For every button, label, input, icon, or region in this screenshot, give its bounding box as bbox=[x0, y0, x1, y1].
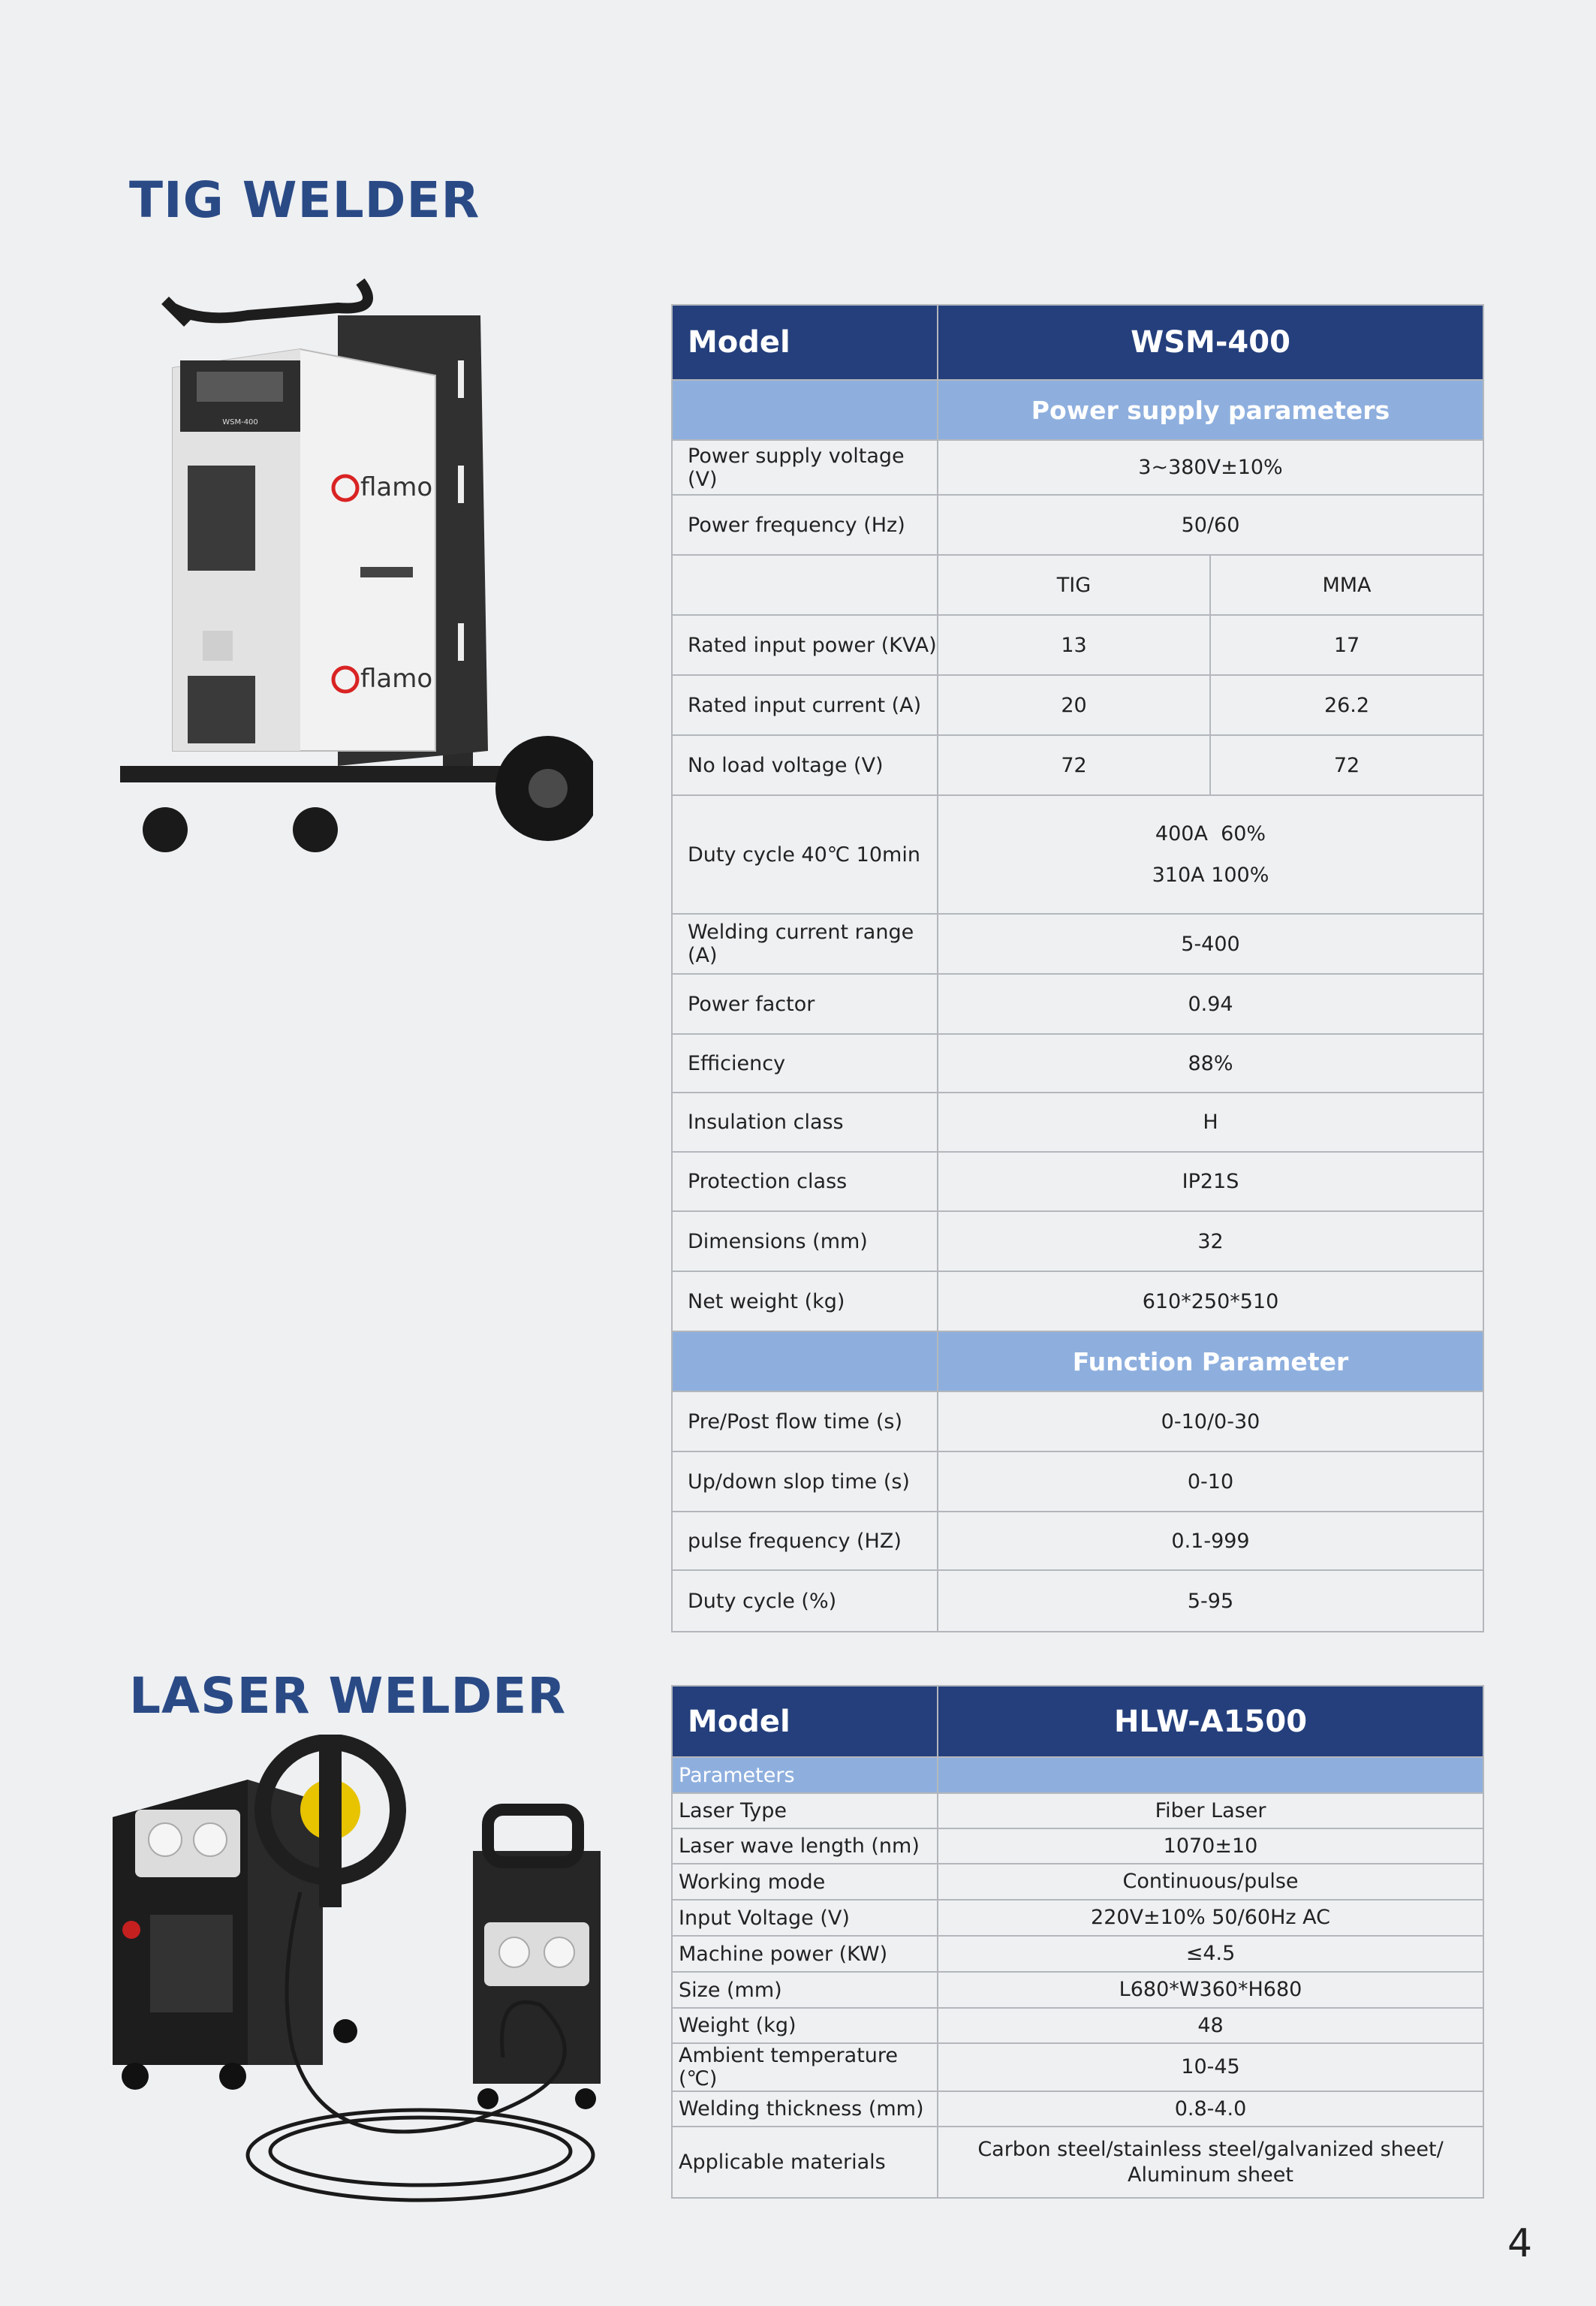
mode-tig-header: TIG bbox=[938, 555, 1210, 615]
row-value: 32 bbox=[938, 1211, 1483, 1271]
row-label: Weight (kg) bbox=[672, 2008, 938, 2043]
row-value: 0.8-4.0 bbox=[938, 2091, 1483, 2127]
table-row bbox=[672, 615, 1483, 675]
row-label: Protection class bbox=[672, 1152, 938, 1211]
tig-function-section-row bbox=[672, 1331, 1483, 1391]
row-label: Pre/Post flow time (s) bbox=[672, 1391, 938, 1451]
row-label: Size (mm) bbox=[672, 1972, 938, 2008]
panel-model-text: WSM-400 bbox=[222, 418, 258, 427]
tig-power-section-title: Power supply parameters bbox=[938, 380, 1483, 440]
row-value: 5-400 bbox=[938, 914, 1483, 974]
row-label: Applicable materials bbox=[672, 2127, 938, 2198]
duty-line-1: 400A 60% bbox=[1155, 822, 1266, 846]
table-row bbox=[672, 1936, 1483, 1972]
table-row bbox=[672, 675, 1483, 735]
table-row bbox=[672, 1828, 1483, 1864]
row-value: 220V±10% 50/60Hz AC bbox=[938, 1900, 1483, 1936]
row-value: 610*250*510 bbox=[938, 1271, 1483, 1331]
laser-spec-table bbox=[671, 1685, 1484, 2199]
row-label: Duty cycle (%) bbox=[672, 1570, 938, 1632]
laser-model-label: Model bbox=[672, 1686, 938, 1757]
row-value-mma: 72 bbox=[1210, 735, 1483, 795]
row-value: 50/60 bbox=[938, 495, 1483, 555]
row-value: 88% bbox=[938, 1034, 1483, 1093]
table-row bbox=[672, 495, 1483, 555]
row-value: IP21S bbox=[938, 1152, 1483, 1211]
row-label: Insulation class bbox=[672, 1093, 938, 1152]
table-row bbox=[672, 1093, 1483, 1152]
row-label: Dimensions (mm) bbox=[672, 1211, 938, 1271]
table-row bbox=[672, 440, 1483, 495]
row-label: Laser Type bbox=[672, 1793, 938, 1828]
row-label: Net weight (kg) bbox=[672, 1271, 938, 1331]
table-row bbox=[672, 1570, 1483, 1632]
row-value: 10-45 bbox=[938, 2043, 1483, 2091]
table-row bbox=[672, 1793, 1483, 1828]
laser-welder-image bbox=[98, 1735, 623, 2215]
table-row bbox=[672, 1900, 1483, 1936]
table-row-duty bbox=[672, 795, 1483, 914]
row-value: 5-95 bbox=[938, 1570, 1483, 1632]
row-label: Ambient temperature (℃) bbox=[672, 2043, 938, 2091]
row-value-tig: 72 bbox=[938, 735, 1210, 795]
tig-welder-image bbox=[113, 270, 593, 871]
table-row bbox=[672, 914, 1483, 974]
row-label: Welding current range (A) bbox=[672, 914, 938, 974]
table-row bbox=[672, 1034, 1483, 1093]
table-row bbox=[672, 1391, 1483, 1451]
tig-function-section-title: Function Parameter bbox=[938, 1331, 1483, 1391]
row-label: Input Voltage (V) bbox=[672, 1900, 938, 1936]
row-value: 0-10 bbox=[938, 1451, 1483, 1512]
laser-params-row bbox=[672, 1757, 1483, 1793]
row-value: 48 bbox=[938, 2008, 1483, 2043]
row-label: Machine power (KW) bbox=[672, 1936, 938, 1972]
tig-power-section-row bbox=[672, 380, 1483, 440]
tig-welder-title: TIG WELDER bbox=[129, 171, 480, 229]
row-value bbox=[938, 795, 1483, 914]
row-value-mma: 26.2 bbox=[1210, 675, 1483, 735]
table-row bbox=[672, 2043, 1483, 2091]
row-value: ≤4.5 bbox=[938, 1936, 1483, 1972]
laser-model-value: HLW-A1500 bbox=[938, 1686, 1483, 1757]
row-value: 3~380V±10% bbox=[938, 440, 1483, 495]
page-number: 4 bbox=[1507, 2221, 1533, 2266]
row-label: Up/down slop time (s) bbox=[672, 1451, 938, 1512]
row-value: Fiber Laser bbox=[938, 1793, 1483, 1828]
table-row-modes bbox=[672, 555, 1483, 615]
row-label: Power frequency (Hz) bbox=[672, 495, 938, 555]
row-label: Efficiency bbox=[672, 1034, 938, 1093]
row-label: Laser wave length (nm) bbox=[672, 1828, 938, 1864]
duty-line-2: 310A 100% bbox=[1152, 864, 1269, 887]
tig-header-row bbox=[672, 305, 1483, 380]
tig-brand-logo-1: flamo bbox=[360, 472, 433, 502]
row-value-tig: 20 bbox=[938, 675, 1210, 735]
table-row bbox=[672, 2008, 1483, 2043]
row-value: H bbox=[938, 1093, 1483, 1152]
table-row bbox=[672, 1271, 1483, 1331]
row-value-tig: 13 bbox=[938, 615, 1210, 675]
row-value: 1070±10 bbox=[938, 1828, 1483, 1864]
table-row bbox=[672, 1864, 1483, 1900]
row-value bbox=[938, 2127, 1483, 2198]
row-label: Power factor bbox=[672, 974, 938, 1034]
laser-welder-title: LASER WELDER bbox=[129, 1667, 567, 1725]
row-label: Working mode bbox=[672, 1864, 938, 1900]
row-value-mma: 17 bbox=[1210, 615, 1483, 675]
tig-brand-logo-2: flamo bbox=[360, 664, 433, 694]
row-label: Welding thickness (mm) bbox=[672, 2091, 938, 2127]
mode-mma-header: MMA bbox=[1210, 555, 1483, 615]
row-value: Continuous/pulse bbox=[938, 1864, 1483, 1900]
table-row bbox=[672, 974, 1483, 1034]
row-label: Rated input current (A) bbox=[672, 675, 938, 735]
tig-spec-table bbox=[671, 304, 1484, 1632]
materials-line-2: Aluminum sheet bbox=[1128, 2163, 1293, 2187]
table-row bbox=[672, 2091, 1483, 2127]
table-row bbox=[672, 735, 1483, 795]
laser-header-row bbox=[672, 1686, 1483, 1757]
table-row bbox=[672, 1972, 1483, 2008]
tig-model-label: Model bbox=[672, 305, 938, 380]
row-label: Power supply voltage (V) bbox=[672, 440, 938, 495]
table-row bbox=[672, 1451, 1483, 1512]
row-label: Duty cycle 40℃ 10min bbox=[672, 795, 938, 914]
row-value: 0-10/0-30 bbox=[938, 1391, 1483, 1451]
tig-model-value: WSM-400 bbox=[938, 305, 1483, 380]
row-label: No load voltage (V) bbox=[672, 735, 938, 795]
row-value: 0.1-999 bbox=[938, 1512, 1483, 1570]
row-value: L680*W360*H680 bbox=[938, 1972, 1483, 2008]
row-label: pulse frequency (HZ) bbox=[672, 1512, 938, 1570]
table-row bbox=[672, 1211, 1483, 1271]
laser-params-label: Parameters bbox=[672, 1757, 938, 1793]
table-row bbox=[672, 1512, 1483, 1570]
table-row bbox=[672, 1152, 1483, 1211]
table-row-materials bbox=[672, 2127, 1483, 2198]
row-value: 0.94 bbox=[938, 974, 1483, 1034]
materials-line-1: Carbon steel/stainless steel/galvanized sheet/ bbox=[977, 2137, 1444, 2161]
row-label: Rated input power (KVA) bbox=[672, 615, 938, 675]
